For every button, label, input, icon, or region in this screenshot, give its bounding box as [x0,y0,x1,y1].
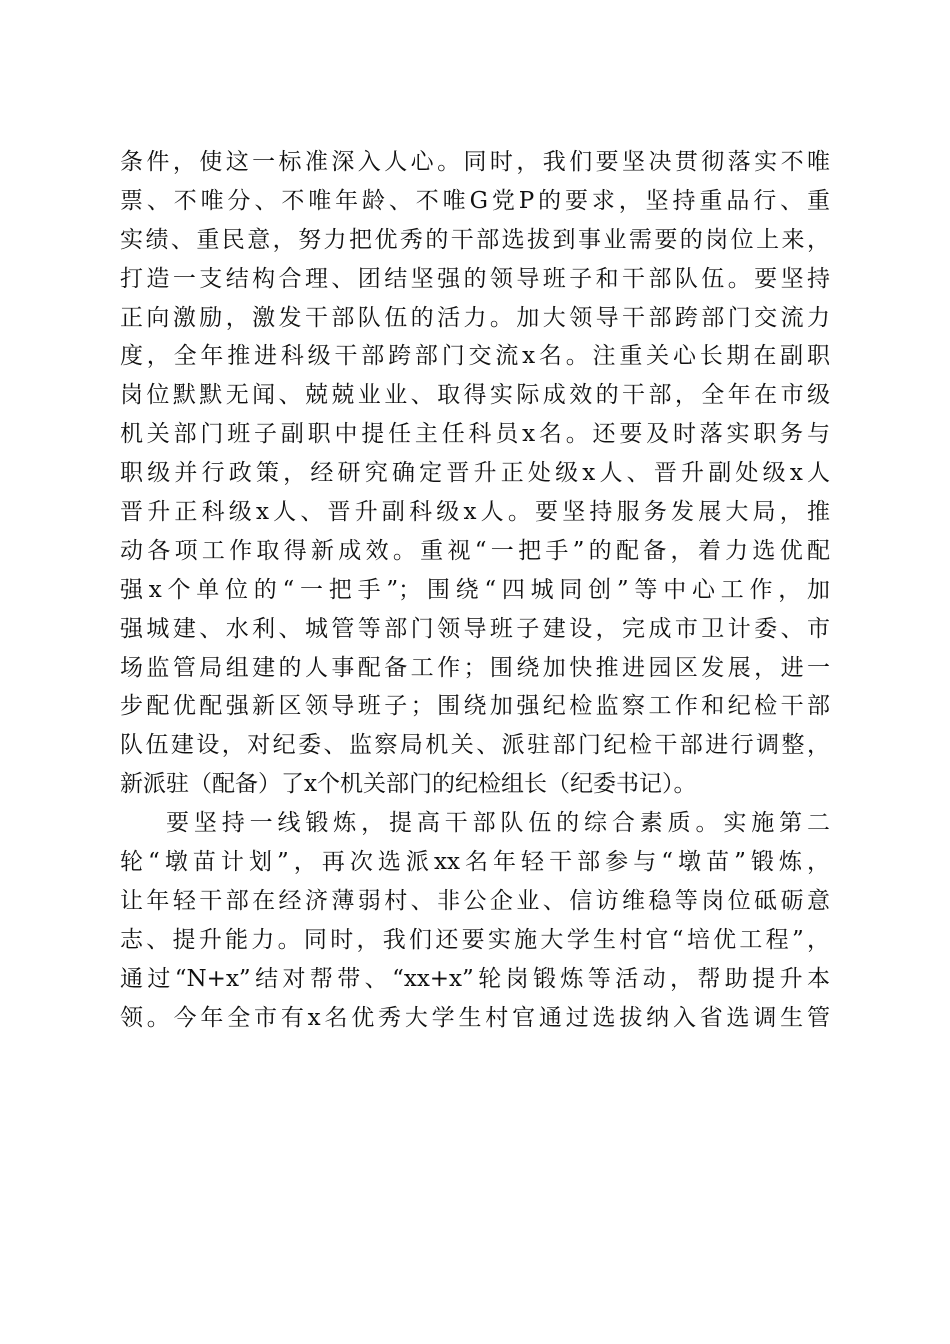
text-line: 队伍建设，对纪委、监察局机关、派驻部门纪检干部进行调整， [120,732,830,759]
paragraph-1 [120,143,830,804]
text-line: 晋升正科级x人、晋升副科级x人。要坚持服务发展大局，推 [120,499,830,526]
text-line: 动各项工作取得新成效。重视“一把手”的配备，着力选优配 [120,537,830,564]
text-line: 通过“N+x”结对帮带、“xx+x”轮岗锻炼等活动，帮助提升本 [120,965,830,992]
text-line: 条件，使这一标准深入人心。同时，我们要坚决贯彻落实不唯 [120,149,830,175]
text-line: 机关部门班子副职中提任主任科员x名。还要及时落实职务与 [120,421,830,448]
text-line: 职级并行政策，经研究确定晋升正处级x人、晋升副处级x人 [120,460,830,487]
text-line: 票、不唯分、不唯年龄、不唯G党P的要求，坚持重品行、重 [120,187,830,214]
text-line: 岗位默默无闻、兢兢业业、取得实际成效的干部，全年在市级 [120,382,830,409]
text-line: 场监管局组建的人事配备工作；围绕加快推进园区发展，进一 [120,654,830,681]
text-line: 轮“墩苗计划”，再次选派xx名年轻干部参与“墩苗”锻炼， [120,849,830,876]
text-line: 步配优配强新区领导班子；围绕加强纪检监察工作和纪检干部 [120,693,830,720]
text-line: 让年轻干部在经济薄弱村、非公企业、信访维稳等岗位砥砺意 [120,887,830,914]
text-line: 打造一支结构合理、团结坚强的领导班子和干部队伍。要坚持 [120,265,830,292]
text-line: 领。今年全市有x名优秀大学生村官通过选拔纳入省选调生管 [120,1004,830,1031]
text-line: 度，全年推进科级干部跨部门交流x名。注重关心长期在副职 [120,343,830,370]
text-line: 志、提升能力。同时，我们还要实施大学生村官“培优工程”， [120,926,830,953]
text-line: 实绩、重民意，努力把优秀的干部选拔到事业需要的岗位上来， [120,226,830,253]
paragraph-2 [120,804,830,1037]
text-line: 新派驻（配备）了x个机关部门的纪检组长（纪委书记）。 [120,771,697,798]
text-line: 正向激励，激发干部队伍的活力。加大领导干部跨部门交流力 [120,304,830,331]
text-line: 要坚持一线锻炼，提高干部队伍的综合素质。实施第二 [166,810,830,837]
body-text [120,143,830,1037]
text-line: 强城建、水利、城管等部门领导班子建设，完成市卫计委、市 [120,615,830,642]
text-line: 强x个单位的“一把手”；围绕“四城同创”等中心工作，加 [120,576,830,603]
